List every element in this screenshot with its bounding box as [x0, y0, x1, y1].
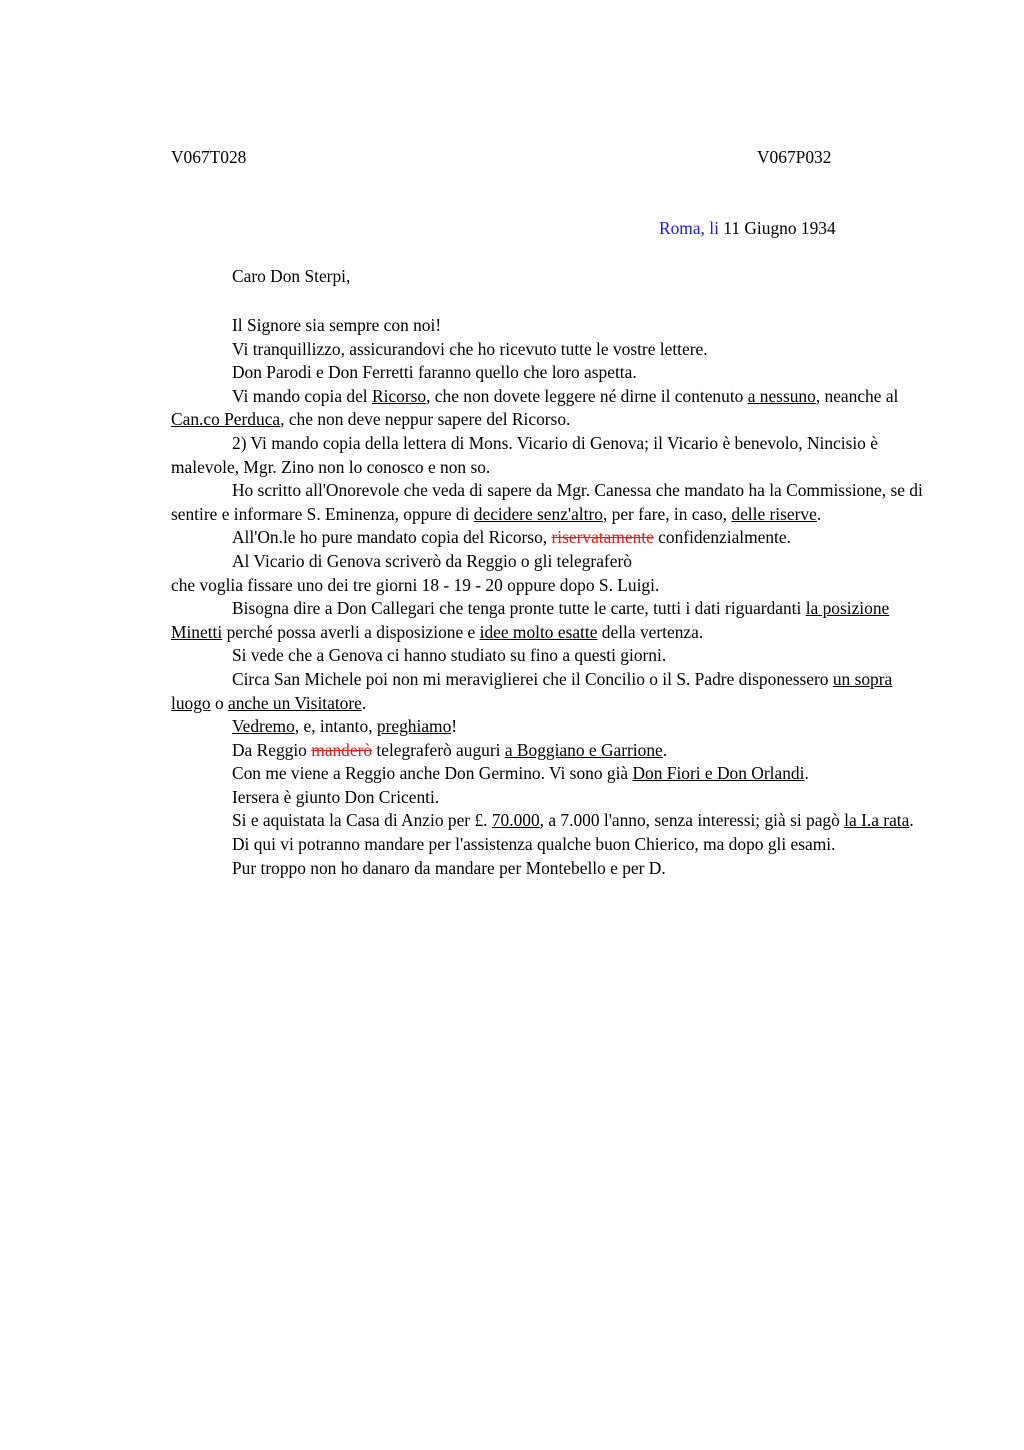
underlined-text: Vedremo — [232, 716, 295, 737]
paragraph — [171, 833, 931, 857]
paragraph — [171, 526, 931, 550]
paragraph-text: , che non deve neppur sapere del Ricorso. — [280, 409, 571, 430]
paragraph-text: All'On.le ho pure mandato copia del Ricorso, — [232, 527, 552, 548]
paragraph — [171, 668, 931, 715]
paragraph — [171, 762, 931, 786]
paragraph-text: Il Signore sia sempre con noi! — [232, 315, 442, 335]
paragraph-text: telegraferò auguri — [372, 739, 505, 760]
paragraph-text: , che non dovete leggere né dirne il contenuto — [426, 385, 748, 406]
paragraph-text: 2) Vi mando copia della lettera di Mons. Vicario di Genova; il Vicario è benevolo, Nincisio è malevole, Mgr. Zino non lo conosco e non so. — [171, 432, 878, 477]
underlined-text: la posizione Minetti — [171, 598, 890, 642]
paragraph-text: , neanche al — [815, 385, 899, 406]
paragraph — [171, 597, 931, 644]
salutation: Caro Don Sterpi, — [232, 266, 351, 286]
underlined-text: la I.a rata — [844, 810, 910, 831]
paragraph-text: . — [662, 739, 668, 760]
underlined-text: Ricorso — [371, 385, 427, 406]
paragraph-text: Di qui vi potranno mandare per l'assistenza qualche buon Chierico, ma dopo gli esami. — [232, 834, 836, 855]
paragraph-text: Da Reggio — [232, 739, 312, 760]
underlined-text: preghiamo — [376, 716, 452, 737]
paragraph-text: Pur troppo non ho danaro da mandare per Montebello e per D. — [232, 857, 666, 878]
struck-text: riservatamente — [551, 527, 654, 548]
paragraph — [171, 314, 931, 338]
underlined-text: Can.co Perduca — [171, 409, 281, 430]
underlined-text: Don Fiori e Don Orlandi — [632, 763, 805, 784]
paragraph-text: perché possa averli a disposizione e — [222, 621, 480, 642]
paragraph — [171, 786, 931, 810]
paragraph — [171, 361, 931, 385]
underlined-text: a Boggiano e Garrione — [504, 739, 663, 760]
paragraph-text: Don Parodi e Don Ferretti faranno quello che loro aspetta. — [232, 362, 637, 383]
paragraph-text: della vertenza. — [597, 621, 704, 642]
underlined-text: anche un Visitatore — [228, 692, 362, 713]
paragraph-text: Circa San Michele poi non mi meraviglierei che il Concilio o il S. Padre disponessero — [232, 668, 833, 689]
struck-text: manderò — [311, 739, 373, 760]
paragraph — [171, 385, 931, 432]
paragraph — [171, 338, 931, 362]
archive-ref-left: V067T028 — [171, 147, 247, 167]
paragraph-text: Iersera è giunto Don Cricenti. — [232, 786, 440, 807]
underlined-text: decidere senz'altro — [473, 503, 603, 524]
paragraph-text: , e, intanto, — [294, 716, 377, 737]
paragraph-text: Si e aquistata la Casa di Anzio per £. — [232, 810, 492, 831]
dateline-place: Roma, li — [659, 218, 719, 238]
paragraph-text: . — [804, 763, 809, 784]
paragraph — [171, 739, 931, 763]
paragraph-text: Vi mando copia del — [232, 385, 372, 406]
paragraph — [171, 644, 931, 668]
dateline — [659, 218, 836, 239]
underlined-text: a nessuno — [747, 385, 816, 406]
paragraph — [171, 809, 931, 833]
paragraph-text: . — [361, 692, 367, 713]
paragraph-text: o — [210, 692, 229, 713]
underlined-text: un sopra luogo — [171, 668, 893, 713]
paragraph-text: Ho scritto all'Onorevole che veda di sapere da Mgr. Canessa che mandato ha la Commissione, se di sentire e informare S. Eminenza, oppure di — [171, 480, 923, 524]
paragraph — [171, 857, 931, 881]
underlined-text: 70.000 — [491, 810, 540, 831]
paragraph-text: . — [816, 503, 822, 524]
paragraph — [171, 715, 931, 739]
paragraph-text: ! — [451, 716, 458, 737]
underlined-text: delle riserve — [731, 503, 817, 524]
paragraph-text: . — [909, 810, 914, 831]
paragraph-text: Al Vicario di Genova scriverò da Reggio o gli telegraferò — [232, 550, 632, 571]
dateline-date: 11 Giugno 1934 — [723, 218, 836, 238]
paragraph-text: , a 7.000 l'anno, senza interessi; già si pagò — [539, 810, 845, 831]
letter-body — [171, 314, 931, 880]
paragraph-text: Vi tranquillizzo, assicurandovi che ho ricevuto tutte le vostre lettere. — [232, 338, 708, 359]
paragraph-text: Bisogna dire a Don Callegari che tenga pronte tutte le carte, tutti i dati riguardanti — [232, 598, 806, 619]
paragraph — [171, 550, 931, 574]
paragraph — [171, 432, 931, 479]
paragraph-text: Con me viene a Reggio anche Don Germino. Vi sono già — [232, 763, 633, 784]
paragraph-text: , per fare, in caso, — [602, 503, 732, 524]
archive-ref-right: V067P032 — [757, 147, 832, 167]
paragraph — [171, 574, 931, 598]
paragraph — [171, 479, 931, 526]
underlined-text: idee molto esatte — [479, 621, 598, 642]
paragraph-text: che voglia fissare uno dei tre giorni 18 - 19 - 20 oppure dopo S. Luigi. — [171, 574, 660, 595]
paragraph-text: Si vede che a Genova ci hanno studiato su fino a questi giorni. — [232, 645, 667, 666]
paragraph-text: confidenzialmente. — [653, 527, 791, 548]
